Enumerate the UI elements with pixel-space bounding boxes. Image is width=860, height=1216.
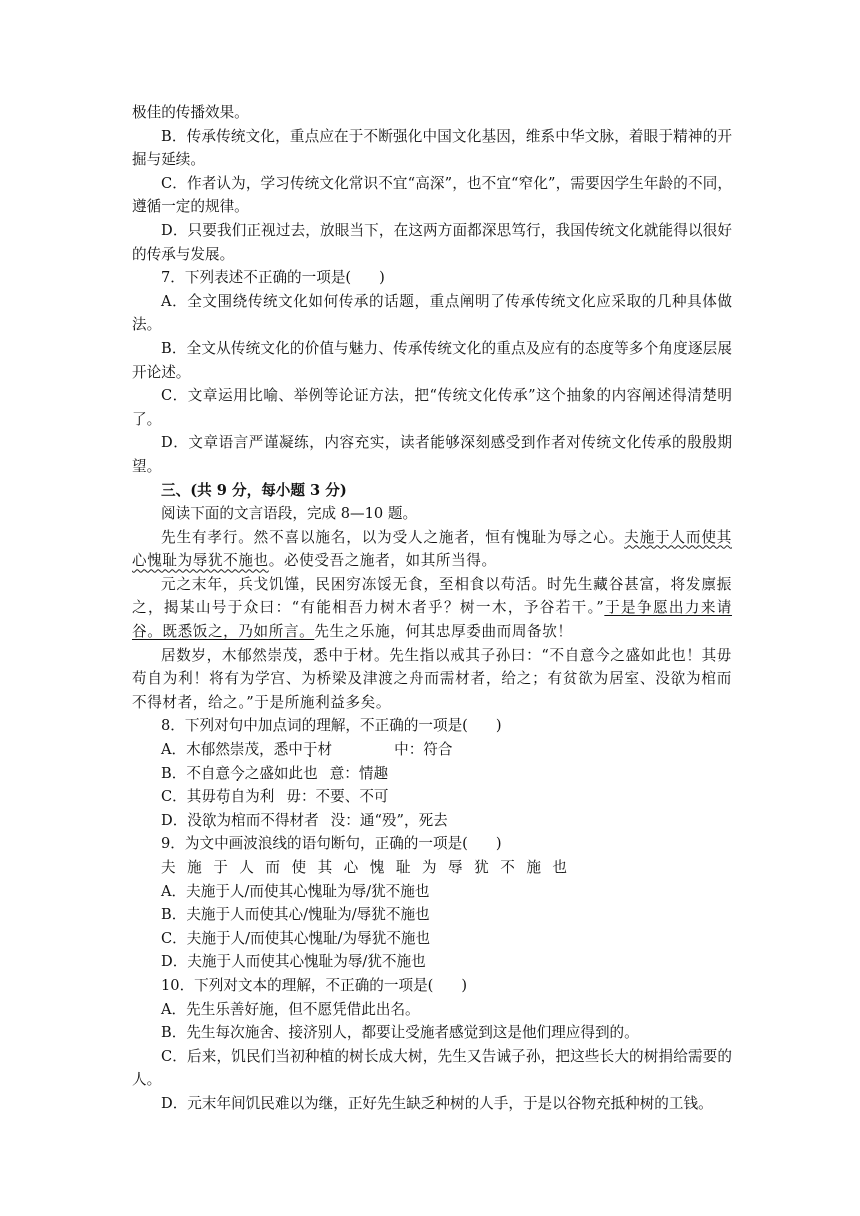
q6-option-d: D．只要我们正视过去，放眼当下，在这两方面都深思笃行，我国传统文化就能得以很好的传承与发展。: [132, 221, 732, 263]
q7-option-c: C．文章运用比喻、举例等论证方法，把“传统文化传承”这个抽象的内容阐述得清楚明了。: [132, 387, 732, 428]
q10-stem-close: ): [461, 976, 468, 994]
passage-paragraph-3: [132, 644, 732, 715]
q10-option-a: A．先生乐善好施，但不愿凭借此出名。: [161, 1000, 420, 1018]
q9-stem-text: 9．为文中画波浪线的语句断句，正确的一项是(: [161, 835, 468, 853]
passage-p3-text: 居数岁，木郁然崇茂，悉中于材。先生指以戒其子孙曰：“不自意今之盛如此也！其毋苟自为利！将有为学宫、为桥梁及津渡之舟而需材者，给之；有贫欲为居室、: [132, 646, 732, 688]
q9-option-c: C．夫施于人/而使其心愧耻/为辱犹不施也: [161, 929, 431, 947]
q8-a-text-end: 于材: [302, 741, 333, 759]
q7-option-d: D．文章语言严谨凝练，内容充实，读者能够深刻感受到作者对传统文化传承的殷殷期望。: [132, 434, 732, 475]
q6-option-c: C．作者认为，学习传统文化常识不宜“高深”，也不宜“窄化”，需要因学生年龄的不同，遵循一定的规律。: [132, 174, 732, 216]
q8-d-note: 没：通“殁”，死去: [330, 811, 448, 829]
passage-paragraph-1: [132, 526, 732, 573]
q8-a-dotted: 中: [288, 741, 303, 759]
q7-stem-close: ): [379, 269, 385, 287]
q7-option-a: A．全文围绕传统文化如何传承的话题，重点阐明了传承传统文化应采取的几种具体做法。: [132, 292, 732, 334]
q8-b-text-end: 今之盛如此也: [230, 764, 318, 782]
wavy-underlined-sentence: 夫施于人而使其心愧耻为辱犹不施也: [132, 528, 732, 570]
section-three-intro: 阅读下面的文言语段，完成 8—10 题。: [161, 505, 418, 523]
q9-stem-close: ): [495, 835, 502, 853]
q9-sentence-line: 夫施于人而使其心愧耻为辱犹不施也: [161, 859, 579, 876]
passage-p2-text-end: 先生之乐施，何其忠厚委曲而周备欤！: [314, 623, 573, 641]
q10-stem: [132, 974, 732, 998]
q10-option-b: B．先生每次施舍、接济别人，都要让受施者感觉到这是他们理应得到的。: [161, 1024, 639, 1042]
q8-option-b: [132, 762, 732, 786]
q9-stem: [132, 832, 732, 856]
q9-option-b: B．夫施于人而使其心/愧耻为/辱犹不施也: [161, 906, 430, 924]
q8-b-dotted: 意: [215, 764, 231, 782]
q8-stem-text: 8．下列对句中加点词的理解，不正确的一项是(: [161, 717, 468, 735]
q7-stem: [132, 266, 732, 290]
section-three-heading: 三、(共 9 分，每小题 3 分): [161, 481, 347, 499]
q9-option-d: D．夫施于人而使其心愧耻为辱/犹不施也: [161, 953, 426, 971]
q10-option-d: D．元末年间饥民难以为继，正好先生缺乏种树的人手，于是以谷物充抵种树的工钱。: [161, 1094, 713, 1112]
passage-p1-text: 先生有孝行。然不喜以施名，以为受人之施者，恒有愧耻为辱之心。: [161, 528, 625, 546]
q8-d-text: D．: [161, 811, 188, 829]
q7-option-b: B．全文从传统文化的价值与魅力、传承传统文化的重点及应有的态度等多个角度逐层展开论述。: [132, 339, 732, 381]
q8-c-text: C．其: [161, 788, 202, 806]
q8-option-c: [132, 785, 732, 809]
q8-c-text-end: 苟自为利: [215, 788, 275, 806]
q8-stem-close: ): [495, 717, 502, 735]
q9-option-a: A．夫施于人/而使其心愧耻为辱/犹不施也: [161, 882, 430, 900]
paragraph-continuation: 极佳的传播效果。: [132, 104, 249, 121]
passage-p1-text-end: 。必使受吾之施者，如其所当得。: [268, 552, 497, 570]
q10-option-c: C．后来，饥民们当初种植的树长成大树，先生又告诫子孙，把这些长大的树捐给需要的人。: [132, 1047, 732, 1089]
q10-stem-text: 10．下列对文本的理解，不正确的一项是(: [161, 976, 434, 994]
q8-option-a: [132, 738, 732, 762]
passage-paragraph-2: [132, 573, 732, 644]
q8-b-text: B．不自: [161, 764, 216, 782]
q6-option-b: B．传承传统文化，重点应在于不断强化中国文化基因，维系中华文脉，着眼于精神的开掘与延续。: [132, 127, 732, 169]
q8-d-text-end: 欲为棺而不得材者: [201, 811, 319, 829]
underlined-sentence: 于是争愿出力来请谷。既悉饭之，乃如所言。: [132, 599, 732, 641]
q8-b-note: 意：情趣: [329, 764, 389, 782]
q8-a-note: 中：符合: [394, 741, 453, 759]
q8-d-dotted: 没: [187, 811, 202, 829]
passage-p2-text: 元之末年，兵戈饥馑，民困穷冻馁无食，至相食以苟活。时先生藏谷甚富，将发廪振之，揭某山号于众曰：“有能相吾力树木者乎？树一木，予谷若干。”: [132, 575, 732, 617]
q7-stem-text: 7．下列表述不正确的一项是(: [161, 269, 352, 287]
document-page: [132, 101, 732, 1116]
q8-stem: [132, 714, 732, 738]
q8-option-d: [132, 809, 732, 833]
q8-c-dotted: 毋: [201, 788, 216, 806]
dotted-word: 没: [655, 670, 671, 688]
passage-p3-text-end: 欲为棺而不得材者，给之。”于是所施利益多矣。: [132, 670, 732, 711]
q8-a-text: A．木郁然崇茂，悉: [161, 741, 289, 759]
q8-c-note: 毋：不要、不可: [286, 788, 389, 806]
